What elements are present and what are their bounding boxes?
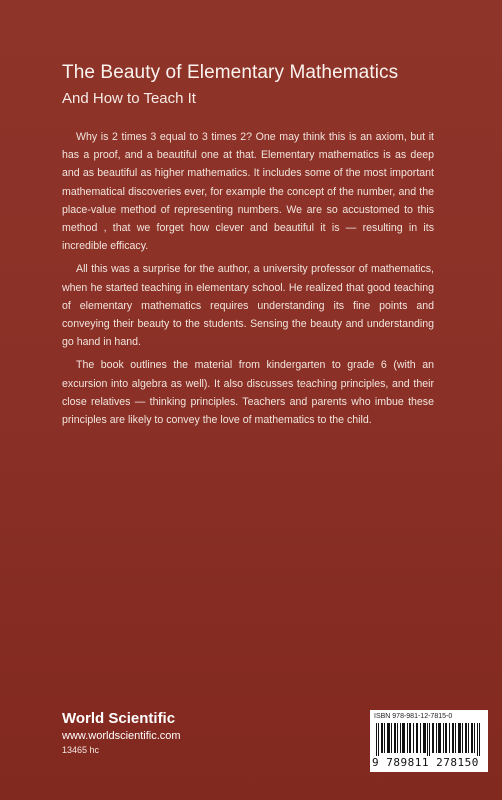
barcode-digits: 9 789811 278150	[372, 756, 479, 769]
blurb	[62, 128, 434, 434]
barcode-panel	[370, 710, 488, 772]
book-subtitle: And How to Teach It	[62, 90, 196, 107]
book-title: The Beauty of Elementary Mathematics	[62, 62, 399, 83]
barcode-icon	[376, 723, 482, 756]
catalog-code: 13465 hc	[62, 745, 100, 755]
blurb-paragraph-2: All this was a surprise for the author, a university professor of mathematics, when he started teaching in elementary school. He realized that good teaching of elementary mathematics requires understanding its fine points and conveying their beauty to the students. Sensing the beauty and understanding go hand in hand.	[62, 263, 434, 349]
publisher-name: World Scientific	[62, 710, 176, 727]
blurb-paragraph-1: Why is 2 times 3 equal to 3 times 2? One may think this is an axiom, but it has a proof, and a beautiful one at that. Elementary mathematics is as deep and as beautiful as higher mathematics. It includes some of the most important mathematical discoveries ever, for example the concept of the number, and the place-value method of representing numbers. We are so accustomed to this method , that we forget how clever and beautiful it is — resulting in its incredible efficacy.	[62, 131, 434, 253]
publisher-url: www.worldscientific.com	[62, 730, 181, 742]
isbn-label: ISBN 978-981-12-7815-0	[374, 713, 453, 720]
blurb-paragraph-3: The book outlines the material from kindergarten to grade 6 (with an excursion into algebra as well). It also discusses teaching principles, and their close relatives — thinking principles. Teachers and parents who imbue these principles are likely to convey the love of mathematics to the child.	[62, 359, 434, 427]
